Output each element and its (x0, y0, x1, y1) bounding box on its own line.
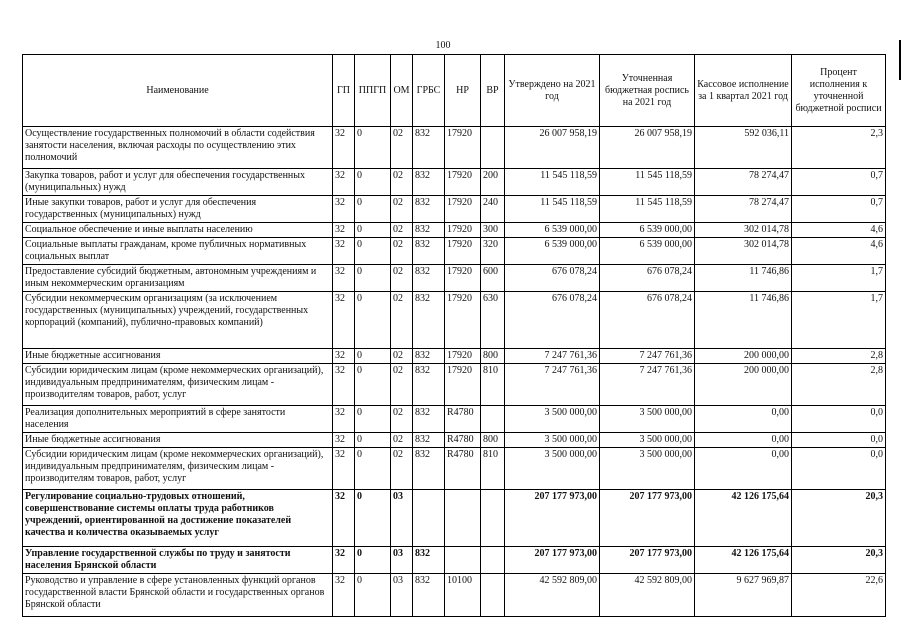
cell-vr (481, 574, 505, 617)
cell-percent: 2,3 (792, 127, 886, 169)
cell-nr: 17920 (445, 349, 481, 364)
cell-name: Осуществление государственных полномочий в области содействия занятости населения, включая расходы по осуществлению этих полномочий (23, 127, 333, 169)
cell-name: Регулирование социально-трудовых отношений, совершенствование системы оплаты труда работников учреждений, ориентированной на достижение показателей качества и количества оказываемых услуг (23, 490, 333, 547)
cell-percent: 0,7 (792, 169, 886, 196)
cell-om: 02 (391, 364, 413, 406)
cell-vr: 600 (481, 265, 505, 292)
page-number: 100 (435, 40, 451, 51)
cell-refined: 11 545 118,59 (600, 169, 695, 196)
cell-cash: 200 000,00 (695, 349, 792, 364)
cell-ppgp: 0 (355, 238, 391, 265)
cell-gp: 32 (333, 292, 355, 349)
cell-name: Реализация дополнительных мероприятий в сфере занятости населения (23, 406, 333, 433)
table-row (23, 196, 886, 223)
cell-percent: 1,7 (792, 292, 886, 349)
cell-gp: 32 (333, 364, 355, 406)
header-nr: НР (445, 55, 481, 127)
cell-grbs: 832 (413, 127, 445, 169)
cell-vr: 800 (481, 433, 505, 448)
cell-name: Субсидии юридическим лицам (кроме некоммерческих организаций), индивидуальным предпринимателям, физическим лицам - производителям товаров, работ, услуг (23, 448, 333, 490)
cell-cash: 78 274,47 (695, 169, 792, 196)
cell-refined: 42 592 809,00 (600, 574, 695, 617)
cell-gp: 32 (333, 448, 355, 490)
header-ppgp: ППГП (355, 55, 391, 127)
cell-grbs: 832 (413, 547, 445, 574)
cell-percent: 20,3 (792, 490, 886, 547)
table-row (23, 574, 886, 617)
cell-vr (481, 490, 505, 547)
cell-ppgp: 0 (355, 265, 391, 292)
cell-approved: 7 247 761,36 (505, 364, 600, 406)
cell-percent: 0,0 (792, 406, 886, 433)
cell-ppgp: 0 (355, 292, 391, 349)
cell-grbs: 832 (413, 292, 445, 349)
cell-gp: 32 (333, 406, 355, 433)
table-row (23, 127, 886, 169)
cell-name: Закупка товаров, работ и услуг для обеспечения государственных (муниципальных) нужд (23, 169, 333, 196)
cell-vr: 320 (481, 238, 505, 265)
cell-cash: 0,00 (695, 433, 792, 448)
cell-approved: 7 247 761,36 (505, 349, 600, 364)
cell-approved: 6 539 000,00 (505, 223, 600, 238)
cell-ppgp: 0 (355, 547, 391, 574)
cell-cash: 11 746,86 (695, 265, 792, 292)
cell-vr: 810 (481, 448, 505, 490)
cell-vr: 800 (481, 349, 505, 364)
cell-grbs: 832 (413, 574, 445, 617)
cell-percent: 4,6 (792, 238, 886, 265)
cell-refined: 207 177 973,00 (600, 547, 695, 574)
cell-approved: 3 500 000,00 (505, 433, 600, 448)
cell-nr: 17920 (445, 169, 481, 196)
table-row (23, 265, 886, 292)
cell-percent: 0,7 (792, 196, 886, 223)
cell-ppgp: 0 (355, 406, 391, 433)
cell-name: Социальное обеспечение и иные выплаты населению (23, 223, 333, 238)
cell-nr: 10100 (445, 574, 481, 617)
cell-ppgp: 0 (355, 349, 391, 364)
cell-refined: 676 078,24 (600, 265, 695, 292)
cell-gp: 32 (333, 574, 355, 617)
cell-percent: 0,0 (792, 448, 886, 490)
cell-approved: 676 078,24 (505, 292, 600, 349)
cell-nr (445, 547, 481, 574)
cell-cash: 9 627 969,87 (695, 574, 792, 617)
cell-gp: 32 (333, 196, 355, 223)
cell-refined: 7 247 761,36 (600, 364, 695, 406)
cell-refined: 3 500 000,00 (600, 448, 695, 490)
cell-nr: 17920 (445, 127, 481, 169)
cell-ppgp: 0 (355, 223, 391, 238)
cell-cash: 200 000,00 (695, 364, 792, 406)
cell-approved: 3 500 000,00 (505, 406, 600, 433)
cell-refined: 207 177 973,00 (600, 490, 695, 547)
cell-cash: 78 274,47 (695, 196, 792, 223)
cell-approved: 676 078,24 (505, 265, 600, 292)
header-percent: Процент исполнения к уточненной бюджетной росписи (792, 55, 886, 127)
cell-vr (481, 127, 505, 169)
table-row (23, 223, 886, 238)
cell-om: 02 (391, 223, 413, 238)
cell-name: Иные закупки товаров, работ и услуг для обеспечения государственных (муниципальных) нужд (23, 196, 333, 223)
cell-percent: 1,7 (792, 265, 886, 292)
cell-grbs: 832 (413, 406, 445, 433)
table-row (23, 490, 886, 547)
cell-grbs (413, 490, 445, 547)
cell-grbs: 832 (413, 238, 445, 265)
cell-vr: 240 (481, 196, 505, 223)
table-row (23, 364, 886, 406)
header-approved: Утверждено на 2021 год (505, 55, 600, 127)
cell-gp: 32 (333, 127, 355, 169)
cell-grbs: 832 (413, 349, 445, 364)
cell-refined: 3 500 000,00 (600, 433, 695, 448)
cell-grbs: 832 (413, 433, 445, 448)
cell-ppgp: 0 (355, 448, 391, 490)
table-row (23, 547, 886, 574)
cell-vr (481, 547, 505, 574)
cell-om: 02 (391, 292, 413, 349)
cell-nr: R4780 (445, 448, 481, 490)
cell-cash: 302 014,78 (695, 238, 792, 265)
cell-gp: 32 (333, 169, 355, 196)
table-row (23, 169, 886, 196)
cell-name: Управление государственной службы по труду и занятости населения Брянской области (23, 547, 333, 574)
cell-nr: 17920 (445, 364, 481, 406)
table-row (23, 292, 886, 349)
cell-om: 02 (391, 238, 413, 265)
cell-refined: 3 500 000,00 (600, 406, 695, 433)
cell-percent: 2,8 (792, 364, 886, 406)
table-row (23, 238, 886, 265)
cell-om: 02 (391, 406, 413, 433)
cell-om: 02 (391, 265, 413, 292)
table-header-row (23, 55, 886, 127)
budget-table (22, 54, 886, 617)
cell-ppgp: 0 (355, 433, 391, 448)
cell-refined: 676 078,24 (600, 292, 695, 349)
header-vr: ВР (481, 55, 505, 127)
cell-gp: 32 (333, 349, 355, 364)
cell-percent: 20,3 (792, 547, 886, 574)
cell-approved: 207 177 973,00 (505, 547, 600, 574)
cell-ppgp: 0 (355, 490, 391, 547)
cell-om: 03 (391, 547, 413, 574)
cell-approved: 42 592 809,00 (505, 574, 600, 617)
cell-refined: 6 539 000,00 (600, 238, 695, 265)
header-name: Наименование (23, 55, 333, 127)
cell-om: 02 (391, 349, 413, 364)
cell-ppgp: 0 (355, 127, 391, 169)
cell-vr: 300 (481, 223, 505, 238)
cell-grbs: 832 (413, 448, 445, 490)
cell-grbs: 832 (413, 364, 445, 406)
cell-nr: R4780 (445, 406, 481, 433)
cell-cash: 0,00 (695, 448, 792, 490)
cell-approved: 26 007 958,19 (505, 127, 600, 169)
cell-approved: 207 177 973,00 (505, 490, 600, 547)
cell-name: Социальные выплаты гражданам, кроме публичных нормативных социальных выплат (23, 238, 333, 265)
cell-gp: 32 (333, 238, 355, 265)
cell-refined: 7 247 761,36 (600, 349, 695, 364)
cell-approved: 6 539 000,00 (505, 238, 600, 265)
cell-approved: 3 500 000,00 (505, 448, 600, 490)
header-refined: Уточненная бюджетная роспись на 2021 год (600, 55, 695, 127)
cell-ppgp: 0 (355, 169, 391, 196)
cell-percent: 4,6 (792, 223, 886, 238)
cell-grbs: 832 (413, 169, 445, 196)
cell-grbs: 832 (413, 223, 445, 238)
cell-ppgp: 0 (355, 364, 391, 406)
cell-gp: 32 (333, 490, 355, 547)
cell-gp: 32 (333, 265, 355, 292)
cell-gp: 32 (333, 223, 355, 238)
cell-vr: 630 (481, 292, 505, 349)
cell-nr (445, 490, 481, 547)
header-grbs: ГРБС (413, 55, 445, 127)
cell-name: Руководство и управление в сфере установленных функций органов государственной власти Брянской области и государственных органов Брянской области (23, 574, 333, 617)
cell-om: 03 (391, 490, 413, 547)
cell-name: Предоставление субсидий бюджетным, автономным учреждениям и иным некоммерческим организациям (23, 265, 333, 292)
cell-vr: 810 (481, 364, 505, 406)
cell-grbs: 832 (413, 265, 445, 292)
cell-vr: 200 (481, 169, 505, 196)
table-row (23, 433, 886, 448)
cell-name: Субсидии некоммерческим организациям (за исключением государственных (муниципальных) учреждений, государственных корпораций (компаний), публично-правовых компаний) (23, 292, 333, 349)
cell-grbs: 832 (413, 196, 445, 223)
cell-nr: 17920 (445, 196, 481, 223)
cell-ppgp: 0 (355, 574, 391, 617)
cell-vr (481, 406, 505, 433)
cell-om: 02 (391, 448, 413, 490)
cell-percent: 2,8 (792, 349, 886, 364)
cell-cash: 42 126 175,64 (695, 490, 792, 547)
table-body (23, 127, 886, 617)
cell-approved: 11 545 118,59 (505, 196, 600, 223)
scan-edge-mark (899, 40, 901, 80)
cell-nr: R4780 (445, 433, 481, 448)
cell-refined: 6 539 000,00 (600, 223, 695, 238)
cell-om: 02 (391, 169, 413, 196)
cell-gp: 32 (333, 433, 355, 448)
cell-refined: 11 545 118,59 (600, 196, 695, 223)
cell-nr: 17920 (445, 238, 481, 265)
table-row (23, 448, 886, 490)
cell-nr: 17920 (445, 223, 481, 238)
header-om: ОМ (391, 55, 413, 127)
cell-cash: 42 126 175,64 (695, 547, 792, 574)
cell-om: 03 (391, 574, 413, 617)
cell-cash: 0,00 (695, 406, 792, 433)
cell-percent: 22,6 (792, 574, 886, 617)
cell-cash: 11 746,86 (695, 292, 792, 349)
table-row (23, 349, 886, 364)
cell-nr: 17920 (445, 292, 481, 349)
cell-refined: 26 007 958,19 (600, 127, 695, 169)
cell-nr: 17920 (445, 265, 481, 292)
cell-om: 02 (391, 433, 413, 448)
cell-cash: 302 014,78 (695, 223, 792, 238)
cell-om: 02 (391, 127, 413, 169)
cell-gp: 32 (333, 547, 355, 574)
table-row (23, 406, 886, 433)
cell-om: 02 (391, 196, 413, 223)
header-gp: ГП (333, 55, 355, 127)
cell-cash: 592 036,11 (695, 127, 792, 169)
cell-percent: 0,0 (792, 433, 886, 448)
header-cash: Кассовое исполнение за 1 квартал 2021 год (695, 55, 792, 127)
cell-ppgp: 0 (355, 196, 391, 223)
cell-name: Иные бюджетные ассигнования (23, 349, 333, 364)
cell-approved: 11 545 118,59 (505, 169, 600, 196)
cell-name: Иные бюджетные ассигнования (23, 433, 333, 448)
cell-name: Субсидии юридическим лицам (кроме некоммерческих организаций), индивидуальным предпринимателям, физическим лицам - производителям товаров, работ, услуг (23, 364, 333, 406)
